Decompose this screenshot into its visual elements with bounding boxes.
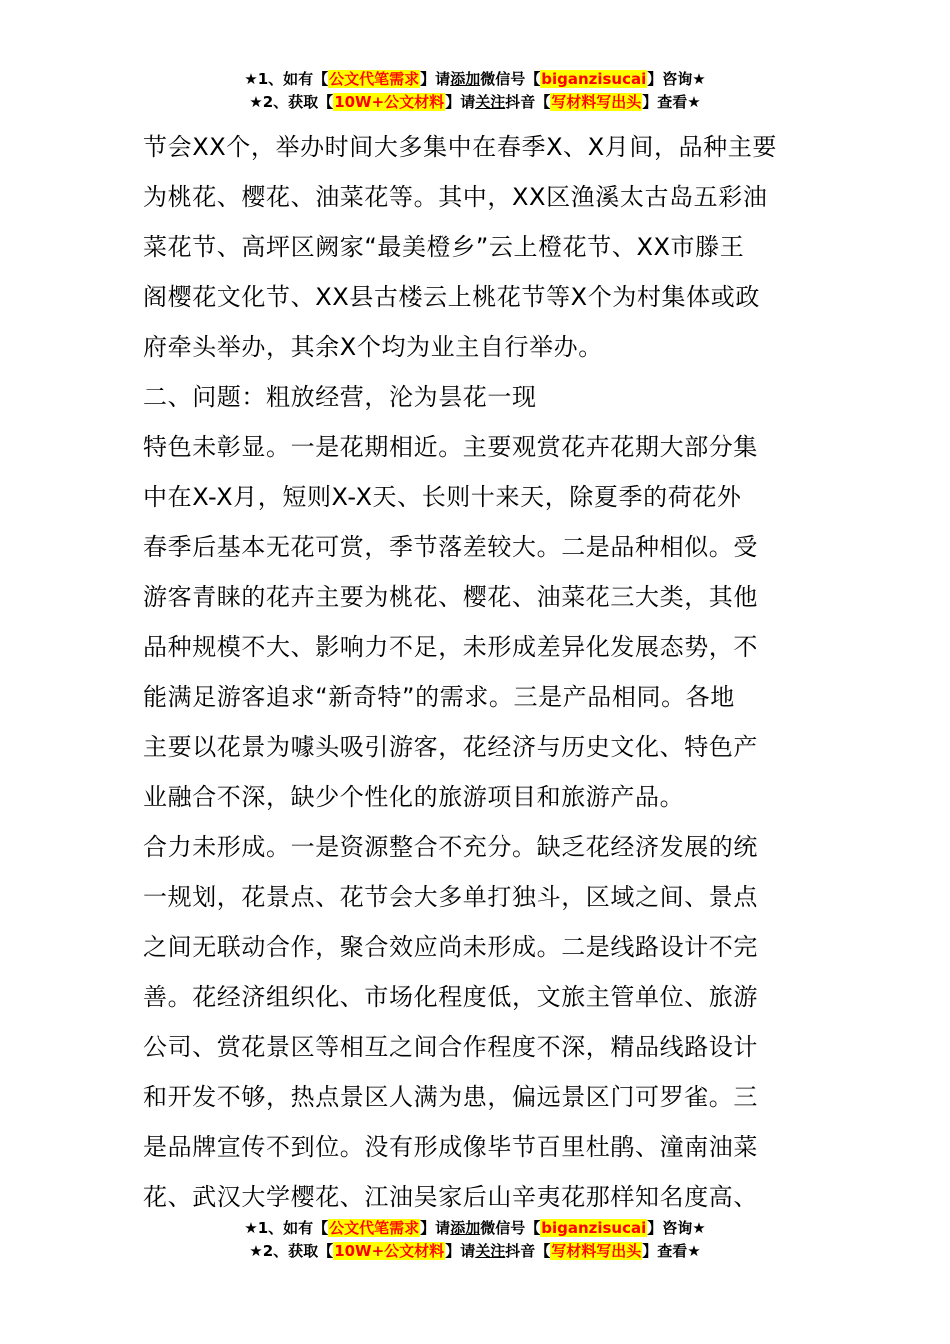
body-line: 特色未彰显。一是花期相近。主要观赏花卉花期大部分集 — [143, 433, 758, 461]
promo-highlight: 公文代笔需求 — [329, 1219, 420, 1237]
body-line: 阁樱花文化节、XX县古楼云上桃花节等X个为村集体或政 — [143, 283, 760, 311]
promo-highlight: 10W+公文材料 — [334, 1242, 445, 1260]
promo-wechat-id: biganzisucai — [541, 70, 647, 88]
promo-text: 】咨询★ — [647, 1219, 706, 1237]
promo-line-2 — [0, 91, 950, 114]
body-line: 春季后基本无花可赏，季节落差较大。二是品种相似。受 — [143, 533, 758, 561]
promo-wechat-id: biganzisucai — [541, 1219, 647, 1237]
promo-underlined: 添加 — [450, 1219, 481, 1237]
promo-underlined: 添加 — [450, 70, 481, 88]
promo-text: 】请 — [420, 70, 451, 88]
promo-text: 】咨询★ — [647, 70, 706, 88]
body-line: 公司、赏花景区等相互之间合作程度不深，精品线路设计 — [143, 1033, 758, 1061]
promo-highlight: 10W+公文材料 — [334, 93, 445, 111]
body-line: 能满足游客追求“新奇特”的需求。三是产品相同。各地 — [143, 683, 735, 711]
body-line: 是品牌宣传不到位。没有形成像毕节百里杜鹃、潼南油菜 — [143, 1133, 758, 1161]
promo-underlined: 关注 — [475, 93, 506, 111]
body-line: 中在X-X月，短则X-X天、长则十来天，除夏季的荷花外 — [143, 483, 742, 511]
body-line: 一规划，花景点、花节会大多单打独斗，区域之间、景点 — [143, 883, 758, 911]
promo-douyin-id: 写材料写出头 — [551, 1242, 642, 1260]
body-line: 之间无联动合作，聚合效应尚未形成。二是线路设计不完 — [143, 933, 758, 961]
section-heading: 二、问题：粗放经营，沦为昙花一现 — [143, 383, 537, 411]
body-line: 善。花经济组织化、市场化程度低，文旅主管单位、旅游 — [143, 983, 758, 1011]
body-line: 品种规模不大、影响力不足，未形成差异化发展态势，不 — [143, 633, 758, 661]
promo-text: 微信号【 — [480, 70, 541, 88]
promo-text: 】查看★ — [642, 93, 701, 111]
promo-banner-bottom — [0, 1217, 950, 1263]
body-line: 和开发不够，热点景区人满为患，偏远景区门可罗雀。三 — [143, 1083, 758, 1111]
promo-text: ★2、获取【 — [249, 1242, 334, 1260]
promo-text: ★1、如有【 — [244, 70, 329, 88]
promo-text: 】查看★ — [642, 1242, 701, 1260]
promo-underlined: 关注 — [475, 1242, 506, 1260]
promo-text: 】请 — [445, 93, 476, 111]
body-line: 节会XX个，举办时间大多集中在春季X、X月间，品种主要 — [143, 133, 777, 161]
promo-line-2 — [0, 1240, 950, 1263]
body-line: 花、武汉大学樱花、江油吴家后山辛夷花那样知名度高、 — [143, 1183, 758, 1211]
body-line: 游客青睐的花卉主要为桃花、樱花、油菜花三大类，其他 — [143, 583, 758, 611]
document-body — [143, 122, 808, 1222]
promo-text: 抖音【 — [505, 93, 551, 111]
promo-text: 】请 — [420, 1219, 451, 1237]
promo-douyin-id: 写材料写出头 — [551, 93, 642, 111]
body-line: 主要以花景为噱头吸引游客，花经济与历史文化、特色产 — [143, 733, 758, 761]
promo-line-1 — [0, 1217, 950, 1240]
promo-highlight: 公文代笔需求 — [329, 70, 420, 88]
promo-text: 抖音【 — [505, 1242, 551, 1260]
promo-text: 微信号【 — [480, 1219, 541, 1237]
promo-line-1 — [0, 68, 950, 91]
body-line: 为桃花、樱花、油菜花等。其中，XX区渔溪太古岛五彩油 — [143, 183, 768, 211]
body-line: 合力未形成。一是资源整合不充分。缺乏花经济发展的统 — [143, 833, 758, 861]
promo-text: 】请 — [445, 1242, 476, 1260]
promo-text: ★1、如有【 — [244, 1219, 329, 1237]
promo-banner-top — [0, 68, 950, 114]
body-line: 业融合不深，缺少个性化的旅游项目和旅游产品。 — [143, 783, 685, 811]
body-line: 菜花节、高坪区阙家“最美橙乡”云上橙花节、XX市滕王 — [143, 233, 745, 261]
promo-text: ★2、获取【 — [249, 93, 334, 111]
body-line: 府牵头举办，其余X个均为业主自行举办。 — [143, 333, 603, 361]
